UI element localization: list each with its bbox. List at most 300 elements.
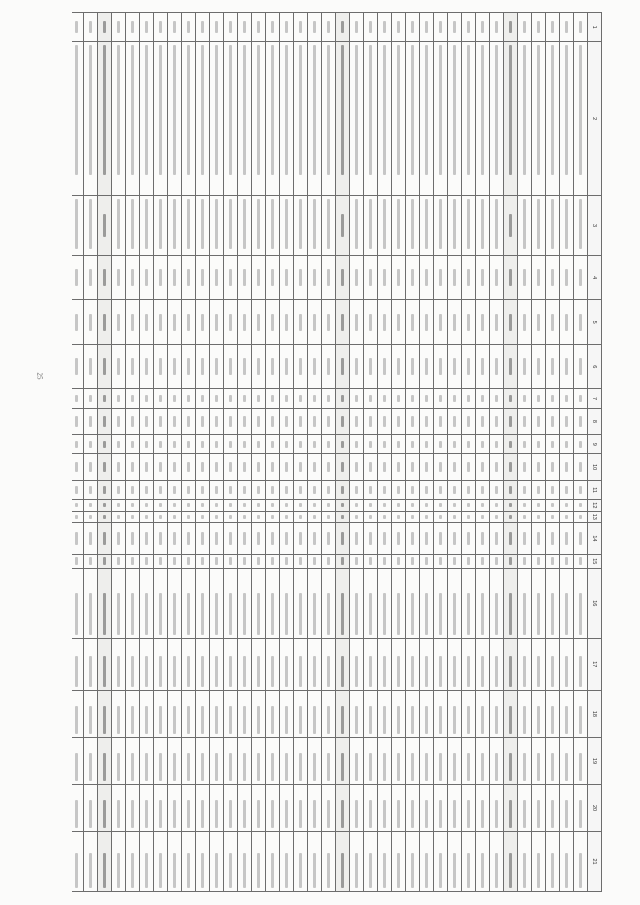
illegible-text	[271, 557, 274, 565]
table-cell	[504, 389, 518, 408]
illegible-text	[341, 358, 344, 375]
table-cell	[140, 196, 154, 256]
table-cell	[406, 500, 420, 511]
illegible-text	[341, 462, 344, 472]
table-cell	[126, 408, 140, 435]
table-cell	[518, 196, 532, 256]
table-cell	[490, 408, 504, 435]
table-cell	[126, 42, 140, 196]
illegible-text	[383, 853, 386, 888]
illegible-text	[257, 314, 260, 331]
illegible-text	[271, 515, 274, 519]
illegible-text	[383, 45, 386, 175]
table-cell	[406, 435, 420, 454]
illegible-text	[145, 416, 148, 426]
illegible-text	[355, 358, 358, 375]
illegible-text	[257, 269, 260, 286]
table-cell	[210, 13, 224, 42]
illegible-text	[75, 269, 78, 286]
table-cell	[476, 435, 490, 454]
table-cell	[364, 554, 378, 568]
table-cell	[350, 435, 364, 454]
illegible-text	[313, 358, 316, 375]
table-cell	[364, 42, 378, 196]
table-cell	[210, 554, 224, 568]
table-cell	[322, 511, 336, 522]
table-cell	[476, 344, 490, 389]
illegible-text	[411, 503, 414, 507]
table-cell	[546, 785, 560, 832]
illegible-text	[89, 753, 92, 781]
table-row	[140, 13, 154, 892]
illegible-text	[383, 21, 386, 32]
table-cell	[196, 690, 210, 737]
illegible-text	[285, 486, 288, 493]
illegible-text	[565, 593, 568, 634]
table-cell	[532, 554, 546, 568]
table-cell	[322, 454, 336, 481]
illegible-text	[341, 503, 344, 507]
table-cell	[434, 196, 448, 256]
table-cell	[532, 42, 546, 196]
illegible-text	[313, 486, 316, 493]
illegible-text	[131, 753, 134, 781]
table-cell	[266, 832, 280, 892]
illegible-text	[439, 557, 442, 565]
table-cell	[126, 344, 140, 389]
table-cell	[560, 389, 574, 408]
illegible-text	[103, 853, 106, 888]
table-cell	[154, 638, 168, 690]
table-cell	[238, 511, 252, 522]
table-cell	[476, 300, 490, 345]
table-cell	[336, 737, 350, 784]
illegible-text	[537, 462, 540, 472]
table-cell	[378, 523, 392, 555]
table-row	[266, 13, 280, 892]
illegible-text	[285, 416, 288, 426]
table-cell	[490, 832, 504, 892]
table-row	[378, 13, 392, 892]
illegible-text	[145, 753, 148, 781]
illegible-text	[523, 269, 526, 286]
table-cell	[322, 690, 336, 737]
table-cell	[322, 737, 336, 784]
table-cell	[294, 785, 308, 832]
table-cell	[420, 523, 434, 555]
illegible-text	[257, 395, 260, 402]
illegible-text	[313, 532, 316, 544]
illegible-text	[103, 593, 106, 634]
table-cell	[560, 554, 574, 568]
illegible-text	[439, 45, 442, 175]
illegible-text	[509, 214, 512, 238]
table-cell	[224, 500, 238, 511]
table-cell	[364, 435, 378, 454]
illegible-text	[453, 593, 456, 634]
illegible-text	[495, 503, 498, 507]
illegible-text	[551, 45, 554, 175]
illegible-text	[89, 656, 92, 687]
table-cell	[546, 500, 560, 511]
illegible-text	[299, 199, 302, 249]
illegible-text	[551, 21, 554, 32]
table-cell	[378, 568, 392, 638]
illegible-text	[397, 486, 400, 493]
table-cell	[406, 523, 420, 555]
illegible-text	[187, 416, 190, 426]
illegible-text	[467, 462, 470, 472]
data-table	[72, 12, 602, 892]
table-cell	[154, 511, 168, 522]
illegible-text	[355, 395, 358, 402]
illegible-text	[355, 416, 358, 426]
illegible-text	[495, 314, 498, 331]
illegible-text	[243, 800, 246, 828]
illegible-text	[201, 503, 204, 507]
table-cell	[462, 13, 476, 42]
illegible-text	[579, 395, 582, 402]
table-cell	[476, 554, 490, 568]
illegible-text	[75, 462, 78, 472]
table-cell	[308, 737, 322, 784]
table-cell	[252, 568, 266, 638]
illegible-text	[187, 753, 190, 781]
illegible-text	[215, 416, 218, 426]
table-cell	[126, 454, 140, 481]
table-cell	[392, 481, 406, 500]
table-cell	[252, 554, 266, 568]
illegible-text	[453, 503, 456, 507]
illegible-text	[369, 45, 372, 175]
illegible-text	[159, 462, 162, 472]
table-cell	[252, 785, 266, 832]
illegible-text	[383, 800, 386, 828]
illegible-text	[313, 853, 316, 888]
illegible-text	[523, 462, 526, 472]
illegible-text	[467, 532, 470, 544]
table-cell	[308, 435, 322, 454]
table-cell	[112, 42, 126, 196]
illegible-text	[89, 314, 92, 331]
table-cell	[434, 481, 448, 500]
illegible-text	[383, 441, 386, 448]
table-cell	[406, 737, 420, 784]
table-cell	[350, 638, 364, 690]
table-cell	[224, 785, 238, 832]
table-cell	[378, 13, 392, 42]
table-cell	[476, 481, 490, 500]
table-cell	[210, 196, 224, 256]
illegible-text	[481, 269, 484, 286]
table-cell	[504, 638, 518, 690]
table-cell	[532, 344, 546, 389]
table-cell	[112, 568, 126, 638]
illegible-text	[257, 593, 260, 634]
table-cell	[182, 435, 196, 454]
table-cell	[210, 638, 224, 690]
illegible-text	[411, 269, 414, 286]
illegible-text	[145, 441, 148, 448]
illegible-text	[439, 486, 442, 493]
table-cell	[350, 511, 364, 522]
table-cell	[378, 255, 392, 300]
table-cell	[574, 690, 588, 737]
illegible-text	[229, 532, 232, 544]
table-cell	[462, 690, 476, 737]
illegible-text	[159, 800, 162, 828]
table-cell	[532, 255, 546, 300]
table-cell	[98, 832, 112, 892]
table-cell	[182, 13, 196, 42]
illegible-text	[551, 656, 554, 687]
table-cell	[448, 638, 462, 690]
illegible-text	[341, 214, 344, 238]
table-cell	[420, 344, 434, 389]
illegible-text	[509, 753, 512, 781]
table-cell	[84, 568, 98, 638]
illegible-text	[439, 462, 442, 472]
table-cell	[112, 785, 126, 832]
illegible-text	[495, 416, 498, 426]
table-cell	[350, 737, 364, 784]
illegible-text	[523, 706, 526, 734]
table-cell	[462, 832, 476, 892]
illegible-text	[215, 853, 218, 888]
illegible-text	[537, 532, 540, 544]
illegible-text	[453, 853, 456, 888]
illegible-text	[565, 557, 568, 565]
table-cell	[266, 481, 280, 500]
illegible-text	[187, 800, 190, 828]
illegible-text	[551, 416, 554, 426]
table-cell	[504, 13, 518, 42]
illegible-text	[425, 853, 428, 888]
table-cell	[546, 42, 560, 196]
table-cell	[126, 500, 140, 511]
illegible-text	[551, 503, 554, 507]
table-cell	[238, 785, 252, 832]
illegible-text	[313, 441, 316, 448]
table-cell	[154, 13, 168, 42]
table-cell	[392, 454, 406, 481]
table-cell	[518, 523, 532, 555]
illegible-text	[243, 395, 246, 402]
table-cell	[112, 511, 126, 522]
illegible-text	[201, 706, 204, 734]
table-cell	[434, 435, 448, 454]
table-cell	[72, 554, 84, 568]
table-cell	[238, 300, 252, 345]
table-cell	[196, 523, 210, 555]
table-cell	[266, 435, 280, 454]
table-cell	[350, 785, 364, 832]
illegible-text	[425, 706, 428, 734]
illegible-text	[285, 503, 288, 507]
table-row	[476, 13, 490, 892]
table-cell	[140, 568, 154, 638]
illegible-text	[75, 800, 78, 828]
table-cell	[72, 511, 84, 522]
illegible-text	[103, 214, 106, 238]
illegible-text	[411, 45, 414, 175]
illegible-text	[481, 314, 484, 331]
table-cell	[168, 690, 182, 737]
table-cell	[84, 454, 98, 481]
table-cell	[308, 638, 322, 690]
illegible-text	[425, 314, 428, 331]
illegible-text	[495, 753, 498, 781]
table-cell	[336, 832, 350, 892]
table-cell	[210, 832, 224, 892]
illegible-text	[327, 269, 330, 286]
illegible-text	[159, 486, 162, 493]
illegible-text	[299, 358, 302, 375]
table-cell	[252, 481, 266, 500]
table-cell	[504, 523, 518, 555]
illegible-text	[467, 515, 470, 519]
illegible-text	[75, 486, 78, 493]
table-cell	[126, 300, 140, 345]
table-cell	[378, 832, 392, 892]
table-cell	[560, 42, 574, 196]
illegible-text	[145, 706, 148, 734]
table-cell	[518, 389, 532, 408]
table-cell	[112, 196, 126, 256]
table-cell	[448, 832, 462, 892]
illegible-text	[495, 515, 498, 519]
table-cell	[196, 389, 210, 408]
column-number-16: 16	[588, 568, 602, 638]
illegible-text	[467, 416, 470, 426]
illegible-text	[103, 486, 106, 493]
illegible-text	[201, 800, 204, 828]
illegible-text	[355, 800, 358, 828]
table-cell	[224, 638, 238, 690]
table-cell	[392, 638, 406, 690]
table-cell	[308, 568, 322, 638]
table-cell	[378, 408, 392, 435]
table-cell	[294, 255, 308, 300]
column-number-10: 10	[588, 454, 602, 481]
illegible-text	[509, 45, 512, 175]
illegible-text	[327, 503, 330, 507]
table-cell	[518, 832, 532, 892]
illegible-text	[579, 853, 582, 888]
illegible-text	[369, 532, 372, 544]
table-cell	[196, 568, 210, 638]
table-cell	[238, 690, 252, 737]
table-cell	[280, 454, 294, 481]
table-cell	[462, 300, 476, 345]
illegible-text	[117, 853, 120, 888]
illegible-text	[299, 503, 302, 507]
table-cell	[532, 690, 546, 737]
illegible-text	[453, 358, 456, 375]
table-cell	[392, 737, 406, 784]
illegible-text	[257, 416, 260, 426]
illegible-text	[383, 656, 386, 687]
table-cell	[252, 435, 266, 454]
illegible-text	[243, 462, 246, 472]
table-cell	[518, 435, 532, 454]
table-cell	[364, 454, 378, 481]
illegible-text	[313, 395, 316, 402]
illegible-text	[327, 441, 330, 448]
illegible-text	[327, 800, 330, 828]
table-cell	[350, 500, 364, 511]
illegible-text	[215, 706, 218, 734]
illegible-text	[243, 853, 246, 888]
illegible-text	[117, 462, 120, 472]
table-cell	[266, 408, 280, 435]
table-cell	[546, 568, 560, 638]
illegible-text	[467, 199, 470, 249]
table-cell	[518, 13, 532, 42]
illegible-text	[551, 557, 554, 565]
table-cell	[560, 454, 574, 481]
illegible-text	[481, 199, 484, 249]
table-cell	[196, 554, 210, 568]
table-cell	[350, 344, 364, 389]
table-cell	[532, 408, 546, 435]
table-cell	[280, 737, 294, 784]
table-cell	[504, 500, 518, 511]
illegible-text	[243, 515, 246, 519]
illegible-text	[481, 753, 484, 781]
table-cell	[378, 511, 392, 522]
table-cell	[154, 737, 168, 784]
table-cell	[490, 568, 504, 638]
table-cell	[476, 255, 490, 300]
illegible-text	[271, 395, 274, 402]
table-cell	[434, 255, 448, 300]
illegible-text	[439, 515, 442, 519]
table-cell	[574, 554, 588, 568]
illegible-text	[313, 557, 316, 565]
illegible-text	[257, 358, 260, 375]
table-cell	[266, 255, 280, 300]
illegible-text	[257, 557, 260, 565]
table-cell	[168, 832, 182, 892]
table-cell	[154, 344, 168, 389]
table-row	[560, 13, 574, 892]
illegible-text	[481, 395, 484, 402]
table-cell	[490, 785, 504, 832]
illegible-text	[159, 416, 162, 426]
illegible-text	[229, 416, 232, 426]
table-cell	[126, 511, 140, 522]
table-cell	[294, 568, 308, 638]
table-cell	[350, 523, 364, 555]
illegible-text	[187, 45, 190, 175]
illegible-text	[341, 45, 344, 175]
illegible-text	[299, 486, 302, 493]
table-cell	[308, 454, 322, 481]
illegible-text	[565, 395, 568, 402]
table-cell	[420, 737, 434, 784]
illegible-text	[481, 462, 484, 472]
table-cell	[420, 785, 434, 832]
table-cell	[434, 13, 448, 42]
illegible-text	[453, 532, 456, 544]
illegible-text	[145, 462, 148, 472]
table-cell	[266, 196, 280, 256]
illegible-text	[355, 486, 358, 493]
illegible-text	[75, 853, 78, 888]
illegible-text	[341, 656, 344, 687]
illegible-text	[75, 416, 78, 426]
